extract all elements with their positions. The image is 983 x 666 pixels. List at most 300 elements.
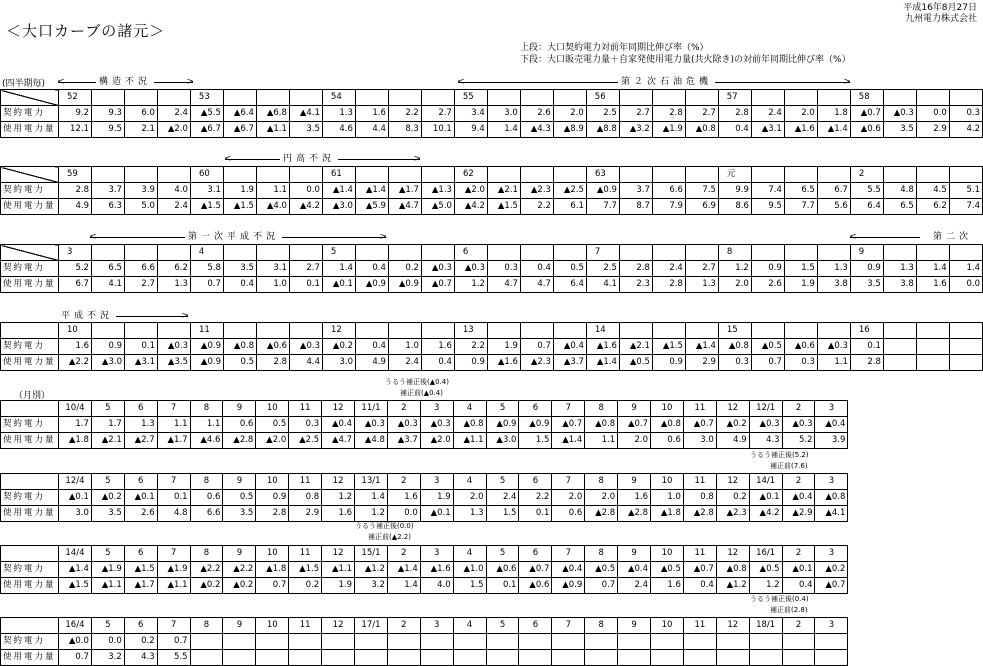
value-cell: 0.7 (751, 355, 784, 371)
period-cell (652, 90, 685, 106)
period-cell: 2 (782, 546, 815, 562)
value-cell: ▲1.6 (487, 355, 520, 371)
value-cell: 0.4 (718, 122, 751, 138)
period-cell (949, 245, 982, 261)
period-cell (223, 90, 256, 106)
value-cell: ▲0.2 (190, 578, 223, 594)
value-cell (289, 634, 322, 650)
value-cell: ▲0.3 (157, 339, 190, 355)
value-cell (651, 634, 684, 650)
value-cell: ▲1.4 (586, 355, 619, 371)
period-cell (355, 323, 388, 339)
period-cell (817, 167, 850, 183)
value-cell: 0.9 (850, 261, 883, 277)
period-cell: 11 (190, 323, 223, 339)
value-cell: 0.9 (751, 261, 784, 277)
value-cell: 2.5 (586, 106, 619, 122)
value-cell: ▲3.2 (619, 122, 652, 138)
period-cell (553, 90, 586, 106)
row-label: 使用電力量 (1, 578, 59, 594)
value-cell: 0.1 (124, 339, 157, 355)
value-cell: 1.4 (387, 578, 420, 594)
value-cell (519, 650, 552, 666)
period-cell (124, 323, 157, 339)
value-cell: 1.6 (421, 339, 454, 355)
period-cell: 9 (618, 401, 651, 417)
value-cell (256, 650, 289, 666)
value-cell: 6.4 (553, 277, 586, 293)
period-cell: 7 (157, 474, 190, 490)
value-cell: ▲0.8 (685, 122, 718, 138)
row-label: 使用電力量 (1, 122, 59, 138)
period-cell: 7 (552, 618, 585, 634)
value-cell: 2.8 (850, 355, 883, 371)
contract-row (1, 339, 983, 355)
period-cell: 12/4 (59, 474, 92, 490)
value-cell: 0.1 (486, 578, 519, 594)
period-cell: 5 (91, 618, 124, 634)
value-cell: ▲2.5 (289, 433, 322, 449)
quarterly-table-2 (0, 166, 983, 215)
period-cell: 2 (782, 618, 815, 634)
value-cell: ▲0.3 (289, 339, 322, 355)
value-cell: ▲0.8 (815, 490, 848, 506)
value-cell: ▲1.5 (190, 199, 223, 215)
period-cell: 6 (124, 546, 157, 562)
period-cell (916, 245, 949, 261)
value-cell: 2.8 (652, 106, 685, 122)
value-cell: ▲2.8 (618, 506, 651, 522)
value-cell: ▲0.7 (683, 417, 716, 433)
value-cell: ▲0.3 (355, 417, 388, 433)
value-cell: 3.4 (454, 106, 487, 122)
value-cell: ▲0.1 (420, 506, 453, 522)
diagonal-cell (1, 90, 59, 106)
value-cell: 2.2 (519, 490, 552, 506)
period-cell (157, 167, 190, 183)
value-cell: ▲2.7 (124, 433, 157, 449)
period-cell: 9 (223, 474, 256, 490)
value-cell (949, 355, 982, 371)
legend-lower: 下段：大口販売電力量＋自家発使用電力量(共火除き)の対前年同期比伸び率（%） (520, 55, 851, 65)
value-cell: ▲1.4 (387, 562, 420, 578)
value-cell: ▲1.1 (91, 578, 124, 594)
period-cell: 7 (157, 546, 190, 562)
value-cell: 7.4 (949, 199, 982, 215)
value-cell: ▲0.6 (256, 339, 289, 355)
period-cell: 7 (552, 401, 585, 417)
value-cell: 0.3 (289, 417, 322, 433)
period-arrow-oil: < > 第２次石油危機 (457, 77, 851, 87)
period-cell (619, 167, 652, 183)
value-cell: 1.6 (387, 490, 420, 506)
value-cell: ▲0.7 (618, 417, 651, 433)
period-cell: 6 (519, 618, 552, 634)
period-cell (685, 167, 718, 183)
header-row (1, 401, 848, 417)
row-label: 使用電力量 (1, 199, 59, 215)
value-cell: ▲2.8 (585, 506, 618, 522)
period-cell: 元 (718, 167, 751, 183)
value-cell: ▲1.8 (651, 506, 684, 522)
row-label: 契約電力 (1, 106, 59, 122)
value-cell: ▲8.8 (586, 122, 619, 138)
value-cell (322, 634, 355, 650)
value-cell: 0.4 (683, 578, 716, 594)
period-cell (223, 245, 256, 261)
period-cell (256, 323, 289, 339)
period-cell: 7 (552, 546, 585, 562)
period-row-3 (0, 231, 983, 243)
period-arrow-heisei3: > 平成不況 (58, 310, 188, 322)
diagonal-cell (1, 474, 59, 490)
value-cell: 3.5 (850, 277, 883, 293)
period-cell (652, 323, 685, 339)
header-row (1, 618, 848, 634)
period-cell: 14/1 (749, 474, 782, 490)
value-cell (190, 650, 223, 666)
note-before-adjust: 補正前(7.6) (770, 462, 808, 470)
period-cell: 5 (486, 618, 519, 634)
value-cell: ▲1.4 (685, 339, 718, 355)
value-cell: 9.4 (454, 122, 487, 138)
legend-upper: 上段：大口契約電力対前年同期比伸び率（%） (520, 43, 709, 53)
value-cell: 5.2 (58, 261, 91, 277)
period-cell (388, 245, 421, 261)
contract-row (1, 261, 983, 277)
period-cell (916, 90, 949, 106)
period-cell: 3 (420, 618, 453, 634)
value-cell: 0.3 (487, 261, 520, 277)
period-cell: 5 (486, 474, 519, 490)
value-cell: 0.4 (223, 277, 256, 293)
period-cell (487, 323, 520, 339)
period-cell: 8 (190, 546, 223, 562)
value-cell: 9.2 (58, 106, 91, 122)
value-cell: 1.7 (59, 417, 92, 433)
value-cell: 1.6 (916, 277, 949, 293)
value-cell: ▲1.0 (453, 562, 486, 578)
diagonal-cell (1, 323, 59, 339)
note-before-adjust: 補正前(▲2.2) (368, 533, 411, 541)
value-cell: ▲0.3 (387, 417, 420, 433)
period-label: 円高不況 (280, 153, 338, 165)
value-cell: 3.7 (91, 183, 124, 199)
period-cell: 8 (190, 618, 223, 634)
value-cell: 0.4 (782, 578, 815, 594)
period-cell: 16/1 (749, 546, 782, 562)
value-cell: 2.0 (453, 490, 486, 506)
value-cell: ▲0.3 (883, 106, 916, 122)
value-cell: 0.5 (553, 261, 586, 277)
period-cell (817, 323, 850, 339)
value-cell (453, 634, 486, 650)
value-cell: 1.6 (355, 106, 388, 122)
value-cell: 2.7 (685, 261, 718, 277)
period-cell: 9 (850, 245, 883, 261)
period-cell (949, 323, 982, 339)
value-cell (618, 650, 651, 666)
value-cell: 2.0 (784, 106, 817, 122)
value-cell: ▲1.6 (784, 122, 817, 138)
period-arrow-yen: < > 円高不況 (224, 154, 421, 164)
value-cell: 1.7 (91, 417, 124, 433)
value-cell: ▲0.4 (322, 417, 355, 433)
value-cell: 5.5 (850, 183, 883, 199)
period-cell: 57 (718, 90, 751, 106)
value-cell: 2.0 (585, 490, 618, 506)
period-cell (916, 323, 949, 339)
period-cell: 3 (420, 546, 453, 562)
value-cell: 2.0 (718, 277, 751, 293)
value-cell: ▲0.6 (784, 339, 817, 355)
value-cell: 7.7 (784, 199, 817, 215)
value-cell: ▲1.6 (420, 562, 453, 578)
value-cell: ▲0.2 (322, 339, 355, 355)
value-cell (883, 339, 916, 355)
value-cell: 7.5 (685, 183, 718, 199)
period-cell: 6 (124, 618, 157, 634)
value-cell: 1.0 (256, 277, 289, 293)
usage-row (1, 277, 983, 293)
value-cell: 0.7 (256, 578, 289, 594)
value-cell (916, 355, 949, 371)
period-cell: 2 (782, 474, 815, 490)
period-cell: 12 (322, 618, 355, 634)
value-cell: 0.4 (355, 261, 388, 277)
value-cell: ▲0.3 (454, 261, 487, 277)
value-cell: 2.4 (652, 261, 685, 277)
value-cell: ▲1.5 (652, 339, 685, 355)
period-cell (91, 323, 124, 339)
period-cell: 4 (453, 401, 486, 417)
value-cell: ▲0.7 (421, 277, 454, 293)
value-cell: ▲0.9 (519, 417, 552, 433)
period-cell: 8 (585, 401, 618, 417)
period-cell (256, 245, 289, 261)
value-cell: ▲0.4 (552, 562, 585, 578)
period-cell: 6 (454, 245, 487, 261)
value-cell: ▲3.7 (387, 433, 420, 449)
period-cell: 5 (91, 546, 124, 562)
period-cell (355, 90, 388, 106)
contract-row (1, 634, 848, 650)
usage-row (1, 650, 848, 666)
monthly-table-3 (0, 545, 848, 594)
value-cell: 1.4 (322, 261, 355, 277)
value-cell: 0.3 (784, 355, 817, 371)
value-cell: 1.3 (883, 261, 916, 277)
value-cell: 1.9 (487, 339, 520, 355)
period-cell (520, 90, 553, 106)
header-row (1, 167, 983, 183)
period-cell (289, 90, 322, 106)
period-cell: 6 (519, 401, 552, 417)
value-cell: 9.3 (91, 106, 124, 122)
value-cell: ▲0.4 (815, 417, 848, 433)
value-cell: ▲4.7 (388, 199, 421, 215)
diagonal-cell (1, 245, 59, 261)
value-cell: 0.3 (949, 106, 982, 122)
period-cell: 2 (850, 167, 883, 183)
value-cell: 0.8 (683, 490, 716, 506)
value-cell: 2.4 (618, 578, 651, 594)
period-cell (817, 245, 850, 261)
note-leap-adjusted: うるう補正後(5.2) (750, 451, 809, 459)
value-cell: ▲1.5 (59, 578, 92, 594)
value-cell: ▲4.8 (355, 433, 388, 449)
value-cell: 2.8 (256, 506, 289, 522)
period-cell: 12 (716, 546, 749, 562)
period-cell: 16/4 (59, 618, 92, 634)
diagonal-cell (1, 401, 59, 417)
period-cell: 12 (716, 401, 749, 417)
value-cell: 6.2 (916, 199, 949, 215)
value-cell: 0.2 (289, 578, 322, 594)
value-cell: ▲0.7 (552, 417, 585, 433)
period-cell (553, 167, 586, 183)
value-cell: 1.0 (388, 339, 421, 355)
period-cell: 11 (683, 474, 716, 490)
value-cell: 9.5 (91, 122, 124, 138)
period-arrow-heisei1: < > 第一次平成不況 (89, 232, 387, 242)
value-cell: ▲0.8 (453, 417, 486, 433)
period-cell: 10 (256, 546, 289, 562)
value-cell: 1.4 (487, 122, 520, 138)
period-cell: 15/1 (355, 546, 388, 562)
contract-row (1, 562, 848, 578)
period-cell (685, 90, 718, 106)
value-cell (782, 650, 815, 666)
value-cell (683, 650, 716, 666)
period-cell: 55 (454, 90, 487, 106)
value-cell: 0.3 (718, 355, 751, 371)
period-cell: 10 (651, 618, 684, 634)
period-cell (91, 90, 124, 106)
period-cell: 11 (683, 546, 716, 562)
period-cell (520, 245, 553, 261)
value-cell: 4.9 (716, 433, 749, 449)
header-row (1, 245, 983, 261)
period-cell: 6 (124, 401, 157, 417)
value-cell (420, 650, 453, 666)
value-cell: ▲2.1 (619, 339, 652, 355)
value-cell: ▲1.6 (586, 339, 619, 355)
period-cell (487, 90, 520, 106)
value-cell: 0.7 (520, 339, 553, 355)
value-cell: ▲0.2 (815, 562, 848, 578)
value-cell: ▲0.3 (749, 417, 782, 433)
value-cell: 0.4 (421, 355, 454, 371)
value-cell: ▲1.2 (355, 562, 388, 578)
period-cell: 8 (585, 474, 618, 490)
value-cell: 3.5 (289, 122, 322, 138)
value-cell: ▲0.3 (817, 339, 850, 355)
value-cell: 2.4 (388, 355, 421, 371)
period-label: 第二次 (930, 231, 975, 243)
period-cell (916, 167, 949, 183)
value-cell: 1.3 (157, 277, 190, 293)
value-cell: 5.1 (949, 183, 982, 199)
value-cell: 1.1 (157, 417, 190, 433)
value-cell: 0.9 (454, 355, 487, 371)
value-cell: ▲0.8 (223, 339, 256, 355)
value-cell: ▲0.5 (651, 562, 684, 578)
value-cell: 4.7 (520, 277, 553, 293)
value-cell (815, 634, 848, 650)
period-cell (619, 323, 652, 339)
value-cell: 1.1 (585, 433, 618, 449)
value-cell: 3.5 (91, 506, 124, 522)
value-cell: 0.1 (289, 277, 322, 293)
period-cell (289, 323, 322, 339)
value-cell: 7.7 (586, 199, 619, 215)
usage-row (1, 355, 983, 371)
period-cell (157, 90, 190, 106)
value-cell: 5.8 (190, 261, 223, 277)
value-cell: ▲1.4 (59, 562, 92, 578)
period-cell: 63 (586, 167, 619, 183)
value-cell: 3.2 (91, 650, 124, 666)
value-cell: 1.6 (322, 506, 355, 522)
period-cell: 13 (454, 323, 487, 339)
monthly-table-2 (0, 473, 848, 522)
value-cell: 0.7 (59, 650, 92, 666)
period-cell: 15 (718, 323, 751, 339)
value-cell (190, 634, 223, 650)
value-cell: 9.9 (718, 183, 751, 199)
value-cell: ▲0.7 (815, 578, 848, 594)
value-cell: 0.0 (387, 506, 420, 522)
value-cell: 4.2 (949, 122, 982, 138)
value-cell: ▲0.9 (552, 578, 585, 594)
period-arrow-heisei2: < 第二次 (850, 231, 980, 243)
value-cell: ▲1.5 (124, 562, 157, 578)
value-cell: ▲2.3 (520, 355, 553, 371)
period-cell (883, 167, 916, 183)
value-cell: 2.6 (124, 506, 157, 522)
header-row (1, 323, 983, 339)
value-cell: 0.2 (388, 261, 421, 277)
period-cell: 6 (519, 474, 552, 490)
value-cell: 3.0 (59, 506, 92, 522)
value-cell: ▲0.7 (519, 562, 552, 578)
value-cell: ▲2.3 (716, 506, 749, 522)
row-label: 使用電力量 (1, 506, 59, 522)
value-cell: 1.4 (949, 261, 982, 277)
period-cell: 10 (651, 546, 684, 562)
period-cell: 2 (387, 474, 420, 490)
value-cell: 3.1 (190, 183, 223, 199)
value-cell: 2.0 (618, 433, 651, 449)
note-before-adjust: 補正前(2.8) (770, 606, 808, 614)
value-cell: 12.1 (58, 122, 91, 138)
value-cell: ▲1.3 (421, 183, 454, 199)
period-arrow-structural: < > 構造不況 (57, 77, 194, 87)
period-cell (949, 167, 982, 183)
row-label: 契約電力 (1, 417, 59, 433)
value-cell: ▲0.3 (421, 261, 454, 277)
value-cell: 0.1 (519, 506, 552, 522)
period-cell: 10 (256, 401, 289, 417)
period-cell: 9 (223, 618, 256, 634)
period-cell: 16 (850, 323, 883, 339)
period-cell: 10 (256, 474, 289, 490)
value-cell: ▲2.0 (256, 433, 289, 449)
value-cell: 0.2 (124, 634, 157, 650)
value-cell: ▲2.8 (683, 506, 716, 522)
value-cell (782, 634, 815, 650)
